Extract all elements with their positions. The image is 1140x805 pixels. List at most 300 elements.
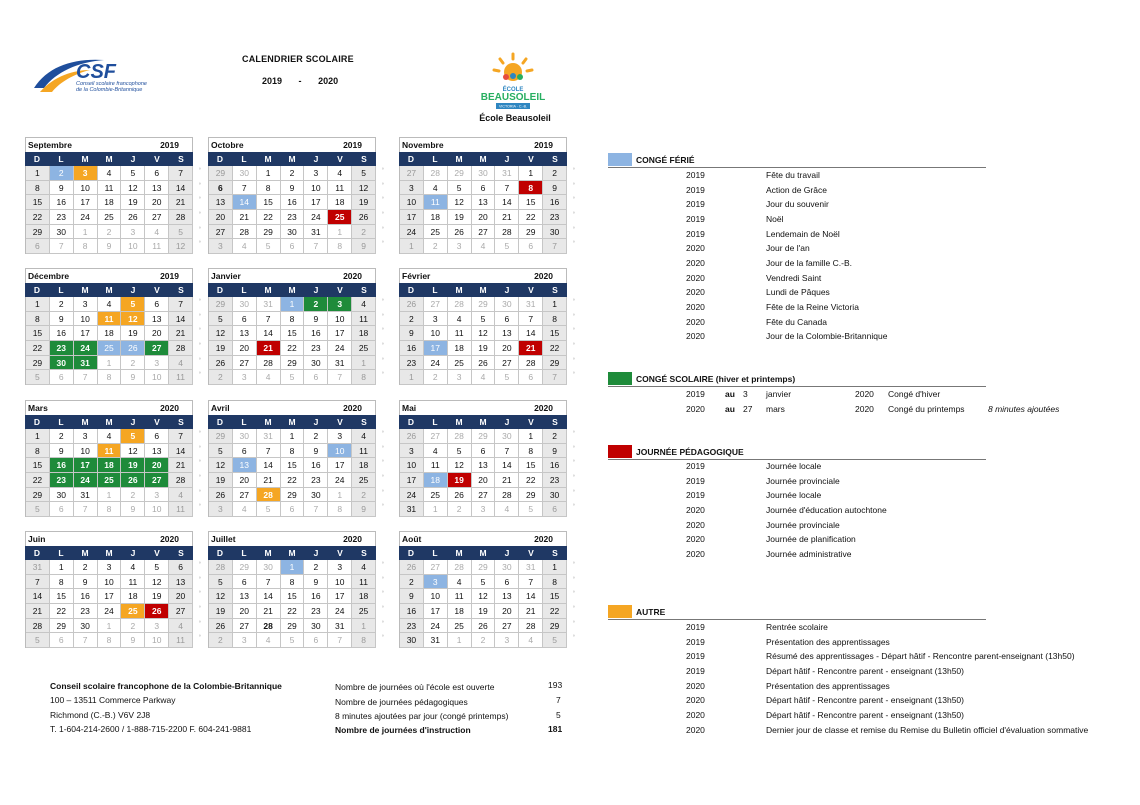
calendar-day: 7	[257, 444, 281, 459]
weekday-label: L	[241, 548, 247, 558]
month-name: Avril	[211, 403, 230, 413]
calendar-day: 19	[209, 473, 233, 488]
calendar-day: 10	[74, 181, 98, 196]
calendar-day: 10	[400, 195, 424, 210]
legend-description: Journée administrative	[766, 548, 852, 559]
cell-marker: °	[198, 168, 201, 174]
month-header	[208, 400, 376, 415]
cell-marker: °	[572, 313, 575, 320]
adjacent-month-day: 1	[328, 488, 352, 503]
month-name: Septembre	[28, 140, 72, 150]
weekday-label: J	[504, 548, 510, 558]
month-header	[208, 531, 376, 546]
day-grid	[208, 297, 384, 385]
calendar-day: 27	[233, 488, 257, 503]
day-grid	[208, 560, 384, 648]
adjacent-month-day: 9 °	[352, 502, 376, 517]
calendar-day: 27	[145, 210, 169, 225]
calendar-day: 27	[233, 619, 257, 634]
calendar-day: 17	[304, 195, 328, 210]
adjacent-month-day: 9	[121, 633, 145, 648]
calendar-day: 25	[448, 356, 472, 371]
calendar-day: 17	[74, 326, 98, 341]
weekday-label: V	[154, 548, 160, 558]
adjacent-month-day: 28	[424, 166, 448, 181]
legend-description: Action de Grâce	[766, 184, 827, 195]
weekday-header	[208, 152, 376, 166]
calendar-day: 6	[233, 444, 257, 459]
calendar-day: 7	[495, 444, 519, 459]
weekday-label: L	[432, 285, 438, 295]
calendar-day: 4	[121, 560, 145, 575]
weekday-header	[25, 546, 193, 560]
legend-title: JOURNÉE PÉDAGOGIQUE	[636, 446, 744, 457]
calendar-day: 4	[98, 166, 122, 181]
adjacent-month-day: 4	[257, 633, 281, 648]
legend-year: 2020	[686, 680, 705, 691]
calendar-day: 28 °	[169, 473, 193, 488]
month-year: 2020	[534, 403, 553, 413]
calendar-day: 9	[50, 312, 74, 327]
legend-title: CONGÉ FÉRIÉ	[636, 154, 695, 165]
calendar-day: 14	[233, 195, 257, 210]
calendar-day: 20	[233, 341, 257, 356]
calendar-day: 10	[304, 181, 328, 196]
calendar-day: 31	[304, 225, 328, 240]
calendar-day: 3	[424, 575, 448, 590]
calendar-day: 22	[519, 210, 543, 225]
legend-description: Présentation des apprentissages	[766, 680, 890, 691]
legend-year: 2020	[686, 257, 705, 268]
adjacent-month-day: 30	[233, 166, 257, 181]
calendar-day: 7	[495, 181, 519, 196]
calendar-day: 15	[50, 589, 74, 604]
calendar-day: 12	[145, 575, 169, 590]
calendar-day: 22 °	[543, 604, 567, 619]
legend-description: Lundi de Pâques	[766, 287, 830, 298]
stat-value: 5	[556, 710, 561, 720]
cell-marker: °	[381, 591, 384, 598]
calendar-day: 1	[257, 166, 281, 181]
adjacent-month-day: 2	[209, 370, 233, 385]
adjacent-month-day: 1	[328, 225, 352, 240]
stat-value: 7	[556, 695, 561, 705]
calendar-day: 21	[233, 210, 257, 225]
year-separator: -	[298, 76, 302, 86]
calendar-day: 23	[304, 473, 328, 488]
legend-year: 2020	[686, 504, 705, 515]
month-year: 2020	[343, 534, 362, 544]
calendar-day: 26	[472, 356, 496, 371]
calendar-day: 16	[304, 326, 328, 341]
calendar-day: 12 °	[352, 181, 376, 196]
adjacent-month-day: 3	[145, 488, 169, 503]
stat-value: 181	[548, 724, 563, 734]
weekday-label: S	[552, 285, 558, 295]
calendar-day: 29	[281, 356, 305, 371]
calendar-day: 4 °	[352, 560, 376, 575]
legend-year: 2020	[686, 243, 705, 254]
calendar-day: 29	[257, 225, 281, 240]
adjacent-month-day: 4	[472, 370, 496, 385]
weekday-label: V	[337, 154, 343, 164]
weekday-label: V	[154, 154, 160, 164]
calendar-day: 9 °	[543, 444, 567, 459]
weekday-label: D	[407, 154, 415, 164]
day-grid	[399, 297, 575, 385]
cell-marker: °	[572, 576, 575, 583]
weekday-label: D	[216, 154, 224, 164]
cell-marker: °	[381, 197, 384, 204]
calendar-day: 10	[98, 575, 122, 590]
legend-description: Dernier jour de classe et remise du Remise du Bulletin officiel d'évaluation sommative	[766, 724, 1089, 735]
month-calendar	[399, 400, 575, 517]
adjacent-month-day: 5 °	[169, 225, 193, 240]
weekday-label: L	[241, 417, 247, 427]
adjacent-month-day: 6	[304, 370, 328, 385]
cell-marker: °	[198, 489, 201, 496]
adjacent-month-day: 3	[495, 633, 519, 648]
calendar-day: 25	[424, 488, 448, 503]
stat-label: Nombre de journées d'instruction	[335, 725, 471, 735]
calendar-day: 12	[472, 589, 496, 604]
day-grid	[25, 166, 201, 254]
legend-year: 2019	[686, 389, 705, 399]
adjacent-month-day: 10	[145, 633, 169, 648]
calendar-day: 2 °	[543, 166, 567, 181]
calendar-day: 26	[121, 473, 145, 488]
calendar-day: 18	[424, 473, 448, 488]
calendar-day: 18	[98, 458, 122, 473]
calendar-day: 14	[257, 326, 281, 341]
month-calendar	[25, 400, 201, 517]
calendar-day: 3	[74, 166, 98, 181]
month-calendar	[208, 268, 384, 385]
calendar-day: 13	[495, 326, 519, 341]
stat-label: Nombre de journées où l'école est ouverte	[335, 682, 495, 692]
adjacent-month-day: 7	[50, 239, 74, 254]
weekday-label: V	[528, 548, 534, 558]
calendar-day: 4	[98, 429, 122, 444]
weekday-label: V	[528, 285, 534, 295]
legend-description: Fête de la Reine Victoria	[766, 301, 859, 312]
calendar-day: 10	[328, 312, 352, 327]
day-grid	[399, 166, 575, 254]
legend-title: AUTRE	[636, 606, 666, 617]
adjacent-month-day: 4	[519, 633, 543, 648]
calendar-day: 13	[233, 589, 257, 604]
calendar-day: 25 °	[352, 604, 376, 619]
weekday-label: J	[130, 154, 136, 164]
calendar-day: 2	[304, 429, 328, 444]
calendar-day: 15	[257, 195, 281, 210]
legend-year: 2020	[686, 316, 705, 327]
calendar-day: 20	[472, 210, 496, 225]
cell-marker: °	[381, 504, 384, 511]
calendar-day: 24	[74, 473, 98, 488]
calendar-day: 24	[98, 604, 122, 619]
calendar-day: 4	[328, 166, 352, 181]
adjacent-month-day: 1	[98, 619, 122, 634]
calendar-day: 13	[472, 195, 496, 210]
weekday-label: J	[504, 285, 510, 295]
calendar-day: 8	[519, 181, 543, 196]
month-calendar	[399, 268, 575, 385]
calendar-day: 22	[281, 473, 305, 488]
legend-year: 2019	[686, 490, 705, 501]
calendar-day: 6	[209, 181, 233, 196]
adjacent-month-day: 3	[209, 502, 233, 517]
adjacent-month-day: 31	[519, 297, 543, 312]
calendar-day: 27	[495, 356, 519, 371]
legend-swatch	[608, 372, 632, 385]
adjacent-month-day: 4	[495, 502, 519, 517]
legend-au: au	[725, 389, 735, 399]
calendar-day: 11	[121, 575, 145, 590]
adjacent-month-day: 7	[328, 370, 352, 385]
weekday-label: M	[288, 548, 296, 558]
month-year: 2019	[343, 140, 362, 150]
calendar-day: 7	[26, 575, 50, 590]
calendar-day: 23	[50, 341, 74, 356]
calendar-day: 3	[304, 166, 328, 181]
legend-swatch	[608, 445, 632, 458]
calendar-day: 20	[233, 604, 257, 619]
legend-year: 2019	[686, 636, 705, 647]
calendar-day: 24	[74, 210, 98, 225]
adjacent-month-day: 5	[26, 370, 50, 385]
adjacent-month-day: 4	[233, 239, 257, 254]
calendar-day: 6	[495, 575, 519, 590]
cell-marker: °	[572, 606, 575, 613]
calendar-day: 1	[281, 560, 305, 575]
adjacent-month-day: 7 °	[543, 370, 567, 385]
calendar-day: 5	[472, 575, 496, 590]
calendar-day: 20	[472, 473, 496, 488]
calendar-day: 1	[26, 429, 50, 444]
calendar-day: 9	[304, 444, 328, 459]
calendar-day: 26	[472, 619, 496, 634]
calendar-day: 26	[145, 604, 169, 619]
month-header	[399, 531, 567, 546]
calendar-day: 14	[495, 195, 519, 210]
weekday-label: S	[361, 417, 367, 427]
cell-marker: °	[198, 328, 201, 335]
adjacent-month-day: 5	[281, 370, 305, 385]
weekday-label: D	[33, 285, 41, 295]
calendar-day: 28 °	[169, 341, 193, 356]
calendar-day: 20	[145, 326, 169, 341]
calendar-day: 16	[400, 604, 424, 619]
calendar-day: 23	[50, 473, 74, 488]
weekday-label: M	[105, 154, 113, 164]
calendar-day: 27	[145, 341, 169, 356]
cell-marker: °	[198, 620, 201, 627]
adjacent-month-day: 5	[26, 502, 50, 517]
stat-value: 193	[548, 680, 563, 690]
adjacent-month-day: 30	[495, 560, 519, 575]
month-header	[399, 268, 567, 283]
adjacent-month-day: 28	[448, 297, 472, 312]
calendar-day: 15 °	[543, 589, 567, 604]
adjacent-month-day: 4 °	[169, 488, 193, 503]
calendar-day: 27 °	[169, 604, 193, 619]
month-year: 2019	[160, 271, 179, 281]
calendar-day: 28	[495, 488, 519, 503]
adjacent-month-day: 11 °	[169, 633, 193, 648]
calendar-day: 17	[328, 326, 352, 341]
adjacent-month-day: 2	[121, 356, 145, 371]
weekday-label: L	[58, 548, 64, 558]
calendar-day: 18	[121, 589, 145, 604]
weekday-label: L	[58, 417, 64, 427]
calendar-day: 16	[50, 458, 74, 473]
adjacent-month-day: 1	[74, 225, 98, 240]
cell-marker: °	[381, 182, 384, 189]
calendar-day: 6	[233, 575, 257, 590]
month-year: 2019	[534, 140, 553, 150]
adjacent-month-day: 2	[424, 370, 448, 385]
legend-year: 2019	[686, 199, 705, 210]
adjacent-month-day: 4	[257, 370, 281, 385]
calendar-day: 2 °	[543, 429, 567, 444]
weekday-label: J	[313, 548, 319, 558]
calendar-day: 29	[519, 225, 543, 240]
calendar-day: 11	[424, 458, 448, 473]
month-header	[208, 268, 376, 283]
calendar-day: 7 °	[169, 166, 193, 181]
adjacent-month-day: 5	[495, 370, 519, 385]
calendar-day: 17	[424, 341, 448, 356]
month-header	[399, 137, 567, 152]
calendar-day: 4	[448, 312, 472, 327]
calendar-day: 16	[400, 341, 424, 356]
legend-description: Jour de la Colombie-Britannique	[766, 331, 888, 342]
calendar-day: 24	[424, 356, 448, 371]
weekday-label: M	[479, 154, 487, 164]
calendar-day: 8	[281, 312, 305, 327]
calendar-day: 21	[519, 604, 543, 619]
legend-description: Rentrée scolaire	[766, 622, 828, 632]
cell-marker: °	[381, 212, 384, 219]
weekday-label: J	[313, 417, 319, 427]
month-name: Novembre	[402, 140, 444, 150]
calendar-day: 21 °	[169, 326, 193, 341]
calendar-day: 11	[448, 326, 472, 341]
calendar-day: 14	[519, 589, 543, 604]
cell-marker: °	[572, 445, 575, 452]
adjacent-month-day: 8	[98, 502, 122, 517]
adjacent-month-day: 1	[98, 356, 122, 371]
adjacent-month-day: 29	[209, 429, 233, 444]
adjacent-month-day: 1	[98, 488, 122, 503]
cell-marker: °	[381, 226, 384, 233]
calendar-day: 15	[26, 326, 50, 341]
calendar-day: 12	[209, 326, 233, 341]
calendar-day: 11	[424, 195, 448, 210]
adjacent-month-day: 3	[233, 370, 257, 385]
adjacent-month-day: 10	[121, 239, 145, 254]
calendar-day: 28	[519, 619, 543, 634]
calendar-day: 30	[400, 633, 424, 648]
calendar-day: 29	[50, 619, 74, 634]
calendar-day: 24	[400, 225, 424, 240]
weekday-label: V	[337, 417, 343, 427]
day-grid	[25, 429, 201, 517]
calendar-day: 21	[495, 210, 519, 225]
calendar-day: 12	[448, 458, 472, 473]
calendar-day: 26	[209, 356, 233, 371]
legend-au: au	[725, 403, 735, 414]
calendar-day: 22	[50, 604, 74, 619]
adjacent-month-day: 29	[448, 166, 472, 181]
calendar-day: 28	[257, 356, 281, 371]
weekday-label: L	[58, 154, 64, 164]
adjacent-month-day: 9 °	[352, 239, 376, 254]
cell-marker: °	[572, 372, 575, 379]
calendar-day: 1	[26, 166, 50, 181]
calendar-day: 27	[472, 225, 496, 240]
calendar-day: 5	[448, 181, 472, 196]
calendar-day: 12	[448, 195, 472, 210]
adjacent-month-day: 6	[281, 239, 305, 254]
calendar-day: 29	[519, 488, 543, 503]
calendar-day: 21 °	[169, 458, 193, 473]
calendar-day: 30	[281, 225, 305, 240]
weekday-label: J	[130, 285, 136, 295]
weekday-label: D	[407, 285, 415, 295]
legend-description: Départ hâtif - Rencontre parent - enseignant (13h50)	[766, 709, 964, 720]
stat-label: Nombre de journées pédagogiques	[335, 697, 468, 707]
calendar-day: 27	[472, 488, 496, 503]
calendar-day: 27	[233, 356, 257, 371]
adjacent-month-day: 27	[400, 166, 424, 181]
month-calendar	[208, 137, 384, 254]
svg-text:ÉCOLE: ÉCOLE	[502, 87, 524, 93]
legend-swatch	[608, 605, 632, 618]
adjacent-month-day: 8	[328, 239, 352, 254]
month-year: 2020	[534, 534, 553, 544]
calendar-day: 15	[281, 458, 305, 473]
calendar-day: 18	[448, 604, 472, 619]
adjacent-month-day: 29	[472, 297, 496, 312]
cell-marker: °	[198, 576, 201, 583]
weekday-header	[208, 415, 376, 429]
cell-marker: °	[572, 182, 575, 189]
adjacent-month-day: 6	[519, 370, 543, 385]
calendar-day: 21	[519, 341, 543, 356]
calendar-day: 14	[495, 458, 519, 473]
adjacent-month-day: 29	[233, 560, 257, 575]
calendar-day: 23	[74, 604, 98, 619]
adjacent-month-day: 28	[448, 560, 472, 575]
adjacent-month-day: 8 °	[352, 633, 376, 648]
calendar-day: 7	[519, 575, 543, 590]
calendar-day: 6	[145, 297, 169, 312]
school-name: École Beausoleil	[479, 113, 551, 123]
cell-marker: °	[381, 445, 384, 452]
calendar-day: 2	[304, 297, 328, 312]
day-grid	[208, 429, 384, 517]
month-name: Janvier	[211, 271, 241, 281]
calendar-day: 23	[281, 210, 305, 225]
adjacent-month-day: 2 °	[352, 225, 376, 240]
adjacent-month-day: 28	[209, 560, 233, 575]
weekday-header	[208, 546, 376, 560]
calendar-day: 24	[400, 488, 424, 503]
legend-end-day: 27	[743, 403, 753, 414]
calendar-day: 31	[328, 619, 352, 634]
